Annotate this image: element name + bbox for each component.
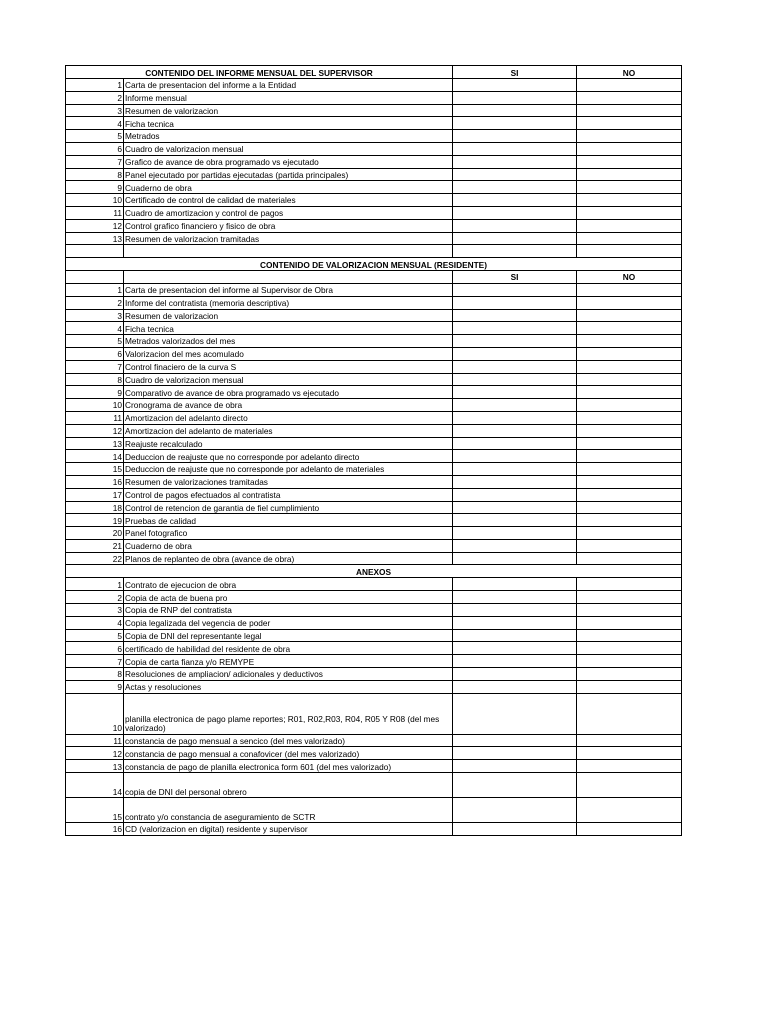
no-checkbox-cell[interactable] xyxy=(577,168,682,181)
si-checkbox-cell[interactable] xyxy=(453,463,577,476)
si-checkbox-cell[interactable] xyxy=(453,206,577,219)
table-row xyxy=(66,604,682,617)
table-row xyxy=(66,501,682,514)
item-number: 8 xyxy=(66,373,124,386)
item-number: 7 xyxy=(66,655,124,668)
si-checkbox-cell[interactable] xyxy=(453,104,577,117)
si-checkbox-cell[interactable] xyxy=(453,219,577,232)
table-row xyxy=(66,155,682,168)
table-row xyxy=(66,463,682,476)
no-checkbox-cell[interactable] xyxy=(577,155,682,168)
item-description: Grafico de avance de obra programado vs ejecutado xyxy=(124,155,453,168)
no-header: NO xyxy=(577,66,682,79)
table-row xyxy=(66,629,682,642)
si-checkbox-cell[interactable] xyxy=(453,501,577,514)
table-row xyxy=(66,373,682,386)
item-number: 6 xyxy=(66,642,124,655)
no-checkbox-cell[interactable] xyxy=(577,514,682,527)
table-row xyxy=(66,450,682,463)
item-number: 16 xyxy=(66,823,124,836)
item-description: Resumen de valorizacion xyxy=(124,104,453,117)
item-number: 16 xyxy=(66,475,124,488)
no-checkbox-cell[interactable] xyxy=(577,232,682,245)
item-number: 4 xyxy=(66,616,124,629)
no-checkbox-cell[interactable] xyxy=(577,642,682,655)
item-number: 1 xyxy=(66,79,124,92)
empty-cell xyxy=(577,245,682,258)
item-description: Cuadro de valorizacion mensual xyxy=(124,142,453,155)
table-row xyxy=(66,411,682,424)
item-description: Metrados xyxy=(124,130,453,143)
item-description: Panel ejecutado por partidas ejecutadas (partida principales) xyxy=(124,168,453,181)
item-description: constancia de pago mensual a conafovicer (del mes valorizado) xyxy=(124,747,453,760)
item-number: 11 xyxy=(66,411,124,424)
item-number: 4 xyxy=(66,117,124,130)
item-number: 11 xyxy=(66,206,124,219)
item-number: 20 xyxy=(66,527,124,540)
item-description: Contrato de ejecucion de obra xyxy=(124,578,453,591)
si-checkbox-cell[interactable] xyxy=(453,142,577,155)
si-checkbox-cell[interactable] xyxy=(453,760,577,773)
item-description: Carta de presentacion del informe al Supervisor de Obra xyxy=(124,283,453,296)
table-row xyxy=(66,335,682,348)
table-row xyxy=(66,91,682,104)
si-checkbox-cell[interactable] xyxy=(453,411,577,424)
si-checkbox-cell[interactable] xyxy=(453,283,577,296)
item-number: 9 xyxy=(66,181,124,194)
item-number: 9 xyxy=(66,386,124,399)
item-description: Metrados valorizados del mes xyxy=(124,335,453,348)
table-row xyxy=(66,194,682,207)
table-row xyxy=(66,616,682,629)
no-checkbox-cell[interactable] xyxy=(577,437,682,450)
si-checkbox-cell[interactable] xyxy=(453,629,577,642)
item-number: 8 xyxy=(66,168,124,181)
si-checkbox-cell[interactable] xyxy=(453,168,577,181)
item-number: 10 xyxy=(66,399,124,412)
item-description: Amortizacion del adelanto de materiales xyxy=(124,424,453,437)
si-checkbox-cell[interactable] xyxy=(453,399,577,412)
table-row xyxy=(66,322,682,335)
si-checkbox-cell[interactable] xyxy=(453,539,577,552)
item-number: 10 xyxy=(66,693,124,734)
table-row xyxy=(66,655,682,668)
item-number: 3 xyxy=(66,604,124,617)
si-checkbox-cell[interactable] xyxy=(453,747,577,760)
table-row xyxy=(66,424,682,437)
no-checkbox-cell[interactable] xyxy=(577,578,682,591)
item-number: 2 xyxy=(66,91,124,104)
table-row xyxy=(66,539,682,552)
item-description: Ficha tecnica xyxy=(124,117,453,130)
table-row xyxy=(66,142,682,155)
table-row xyxy=(66,219,682,232)
item-number: 11 xyxy=(66,734,124,747)
item-description: Deduccion de reajuste que no corresponde por adelanto de materiales xyxy=(124,463,453,476)
no-checkbox-cell[interactable] xyxy=(577,760,682,773)
item-number: 13 xyxy=(66,232,124,245)
si-checkbox-cell[interactable] xyxy=(453,79,577,92)
item-number: 6 xyxy=(66,347,124,360)
no-checkbox-cell[interactable] xyxy=(577,309,682,322)
no-checkbox-cell[interactable] xyxy=(577,798,682,823)
si-checkbox-cell[interactable] xyxy=(453,296,577,309)
table-row xyxy=(66,488,682,501)
si-header: SI xyxy=(453,66,577,79)
item-description: certificado de habilidad del residente de obra xyxy=(124,642,453,655)
si-checkbox-cell[interactable] xyxy=(453,668,577,681)
si-checkbox-cell[interactable] xyxy=(453,475,577,488)
item-number: 22 xyxy=(66,552,124,565)
no-checkbox-cell[interactable] xyxy=(577,693,682,734)
item-description: Copia de carta fianza y/o REMYPE xyxy=(124,655,453,668)
table-row xyxy=(66,680,682,693)
section1-title: CONTENIDO DEL INFORME MENSUAL DEL SUPERVISOR xyxy=(66,66,453,79)
item-description: Pruebas de calidad xyxy=(124,514,453,527)
table-row xyxy=(66,475,682,488)
table-row xyxy=(66,296,682,309)
item-description: Control grafico financiero y fisico de obra xyxy=(124,219,453,232)
table-row xyxy=(66,232,682,245)
si-checkbox-cell[interactable] xyxy=(453,616,577,629)
item-number: 2 xyxy=(66,591,124,604)
section3-header xyxy=(66,565,682,578)
no-checkbox-cell[interactable] xyxy=(577,219,682,232)
table-row xyxy=(66,206,682,219)
no-checkbox-cell[interactable] xyxy=(577,360,682,373)
item-description: CD (valorizacion en digital) residente y supervisor xyxy=(124,823,453,836)
table-row xyxy=(66,773,682,798)
item-description: Carta de presentacion del informe a la Entidad xyxy=(124,79,453,92)
si-checkbox-cell[interactable] xyxy=(453,386,577,399)
no-checkbox-cell[interactable] xyxy=(577,399,682,412)
item-description: constancia de pago de planilla electronica form 601 (del mes valorizado) xyxy=(124,760,453,773)
item-number: 21 xyxy=(66,539,124,552)
table-row xyxy=(66,760,682,773)
si-checkbox-cell[interactable] xyxy=(453,322,577,335)
si-checkbox-cell[interactable] xyxy=(453,437,577,450)
item-description: Reajuste recalculado xyxy=(124,437,453,450)
item-number: 12 xyxy=(66,747,124,760)
item-number: 13 xyxy=(66,437,124,450)
item-description: Comparativo de avance de obra programado vs ejecutado xyxy=(124,386,453,399)
item-number: 5 xyxy=(66,335,124,348)
item-number: 15 xyxy=(66,463,124,476)
table-row xyxy=(66,283,682,296)
item-description: Control finaciero de la curva S xyxy=(124,360,453,373)
no-checkbox-cell[interactable] xyxy=(577,773,682,798)
si-checkbox-cell[interactable] xyxy=(453,347,577,360)
item-number: 15 xyxy=(66,798,124,823)
item-description: Panel fotografico xyxy=(124,527,453,540)
no-checkbox-cell[interactable] xyxy=(577,130,682,143)
item-description: Control de pagos efectuados al contratista xyxy=(124,488,453,501)
si-checkbox-cell[interactable] xyxy=(453,360,577,373)
no-checkbox-cell[interactable] xyxy=(577,335,682,348)
si-checkbox-cell[interactable] xyxy=(453,591,577,604)
si-checkbox-cell[interactable] xyxy=(453,773,577,798)
item-description: Cronograma de avance de obra xyxy=(124,399,453,412)
table-row xyxy=(66,514,682,527)
item-description: Valorizacion del mes acomulado xyxy=(124,347,453,360)
no-checkbox-cell[interactable] xyxy=(577,91,682,104)
si-checkbox-cell[interactable] xyxy=(453,514,577,527)
item-number: 1 xyxy=(66,283,124,296)
item-description: Planos de replanteo de obra (avance de obra) xyxy=(124,552,453,565)
no-header: NO xyxy=(577,271,682,284)
si-checkbox-cell[interactable] xyxy=(453,450,577,463)
item-number: 18 xyxy=(66,501,124,514)
table-row xyxy=(66,527,682,540)
item-number: 3 xyxy=(66,309,124,322)
item-description: Copia de acta de buena pro xyxy=(124,591,453,604)
no-checkbox-cell[interactable] xyxy=(577,347,682,360)
no-checkbox-cell[interactable] xyxy=(577,322,682,335)
item-number: 12 xyxy=(66,219,124,232)
item-description: Resumen de valorizacion xyxy=(124,309,453,322)
si-checkbox-cell[interactable] xyxy=(453,823,577,836)
no-checkbox-cell[interactable] xyxy=(577,734,682,747)
item-description: Informe mensual xyxy=(124,91,453,104)
item-description: Informe del contratista (memoria descriptiva) xyxy=(124,296,453,309)
no-checkbox-cell[interactable] xyxy=(577,591,682,604)
no-checkbox-cell[interactable] xyxy=(577,181,682,194)
item-number: 7 xyxy=(66,155,124,168)
item-description: Resumen de valorizacion tramitadas xyxy=(124,232,453,245)
no-checkbox-cell[interactable] xyxy=(577,539,682,552)
table-row xyxy=(66,578,682,591)
item-number: 3 xyxy=(66,104,124,117)
item-number: 4 xyxy=(66,322,124,335)
item-number: 14 xyxy=(66,773,124,798)
item-number: 12 xyxy=(66,424,124,437)
no-checkbox-cell[interactable] xyxy=(577,296,682,309)
no-checkbox-cell[interactable] xyxy=(577,501,682,514)
table-row xyxy=(66,668,682,681)
no-checkbox-cell[interactable] xyxy=(577,604,682,617)
no-checkbox-cell[interactable] xyxy=(577,527,682,540)
table-row xyxy=(66,591,682,604)
no-checkbox-cell[interactable] xyxy=(577,386,682,399)
si-checkbox-cell[interactable] xyxy=(453,130,577,143)
si-checkbox-cell[interactable] xyxy=(453,155,577,168)
item-description: Cuaderno de obra xyxy=(124,539,453,552)
table-row xyxy=(66,309,682,322)
no-checkbox-cell[interactable] xyxy=(577,463,682,476)
item-description: Actas y resoluciones xyxy=(124,680,453,693)
checklist-body xyxy=(66,66,682,836)
table-row xyxy=(66,693,682,734)
no-checkbox-cell[interactable] xyxy=(577,424,682,437)
table-row xyxy=(66,360,682,373)
no-checkbox-cell[interactable] xyxy=(577,680,682,693)
table-row xyxy=(66,386,682,399)
si-checkbox-cell[interactable] xyxy=(453,232,577,245)
no-checkbox-cell[interactable] xyxy=(577,104,682,117)
item-number: 1 xyxy=(66,578,124,591)
spacer-row xyxy=(66,245,682,258)
table-row xyxy=(66,399,682,412)
item-number: 13 xyxy=(66,760,124,773)
item-description: Resoluciones de ampliacion/ adicionales y deductivos xyxy=(124,668,453,681)
no-checkbox-cell[interactable] xyxy=(577,655,682,668)
item-description: Certificado de control de calidad de materiales xyxy=(124,194,453,207)
no-checkbox-cell[interactable] xyxy=(577,79,682,92)
si-checkbox-cell[interactable] xyxy=(453,335,577,348)
si-checkbox-cell[interactable] xyxy=(453,527,577,540)
si-checkbox-cell[interactable] xyxy=(453,655,577,668)
item-description: Copia de DNI del representante legal xyxy=(124,629,453,642)
section1-header xyxy=(66,66,682,79)
item-description: Control de retencion de garantia de fiel cumplimiento xyxy=(124,501,453,514)
no-checkbox-cell[interactable] xyxy=(577,117,682,130)
no-checkbox-cell[interactable] xyxy=(577,552,682,565)
si-checkbox-cell[interactable] xyxy=(453,578,577,591)
si-checkbox-cell[interactable] xyxy=(453,680,577,693)
item-number: 14 xyxy=(66,450,124,463)
item-number: 2 xyxy=(66,296,124,309)
no-checkbox-cell[interactable] xyxy=(577,747,682,760)
item-number: 10 xyxy=(66,194,124,207)
item-description: Resumen de valorizaciones tramitadas xyxy=(124,475,453,488)
no-checkbox-cell[interactable] xyxy=(577,283,682,296)
item-description: Cuadro de amortizacion y control de pagos xyxy=(124,206,453,219)
item-description: Copia de RNP del contratista xyxy=(124,604,453,617)
table-row xyxy=(66,747,682,760)
no-checkbox-cell[interactable] xyxy=(577,411,682,424)
section2-header xyxy=(66,258,682,271)
si-checkbox-cell[interactable] xyxy=(453,642,577,655)
empty-cell xyxy=(66,245,124,258)
si-header: SI xyxy=(453,271,577,284)
table-row xyxy=(66,347,682,360)
table-row xyxy=(66,734,682,747)
item-number: 7 xyxy=(66,360,124,373)
section3-title: ANEXOS xyxy=(66,565,682,578)
si-checkbox-cell[interactable] xyxy=(453,424,577,437)
item-description: Ficha tecnica xyxy=(124,322,453,335)
table-row xyxy=(66,181,682,194)
table-row xyxy=(66,437,682,450)
item-description: Amortizacion del adelanto directo xyxy=(124,411,453,424)
item-description: Cuaderno de obra xyxy=(124,181,453,194)
section2-subheader xyxy=(66,271,682,284)
no-checkbox-cell[interactable] xyxy=(577,194,682,207)
no-checkbox-cell[interactable] xyxy=(577,823,682,836)
table-row xyxy=(66,642,682,655)
no-checkbox-cell[interactable] xyxy=(577,475,682,488)
table-row xyxy=(66,117,682,130)
si-checkbox-cell[interactable] xyxy=(453,798,577,823)
no-checkbox-cell[interactable] xyxy=(577,629,682,642)
empty-cell xyxy=(124,245,453,258)
table-row xyxy=(66,552,682,565)
item-description: Cuadro de valorizacion mensual xyxy=(124,373,453,386)
si-checkbox-cell[interactable] xyxy=(453,604,577,617)
table-row xyxy=(66,823,682,836)
si-checkbox-cell[interactable] xyxy=(453,693,577,734)
no-checkbox-cell[interactable] xyxy=(577,206,682,219)
table-row xyxy=(66,104,682,117)
item-number: 17 xyxy=(66,488,124,501)
no-checkbox-cell[interactable] xyxy=(577,616,682,629)
item-description: planilla electronica de pago plame reportes; R01, R02,R03, R04, R05 Y R08 (del mes valorizado) xyxy=(124,693,453,734)
empty-cell xyxy=(124,271,453,284)
no-checkbox-cell[interactable] xyxy=(577,488,682,501)
table-row xyxy=(66,798,682,823)
item-number: 6 xyxy=(66,142,124,155)
item-description: Copia legalizada del vegencia de poder xyxy=(124,616,453,629)
table-row xyxy=(66,130,682,143)
no-checkbox-cell[interactable] xyxy=(577,142,682,155)
si-checkbox-cell[interactable] xyxy=(453,117,577,130)
si-checkbox-cell[interactable] xyxy=(453,194,577,207)
item-number: 19 xyxy=(66,514,124,527)
item-number: 5 xyxy=(66,629,124,642)
item-description: copia de DNI del personal obrero xyxy=(124,773,453,798)
empty-cell xyxy=(453,245,577,258)
no-checkbox-cell[interactable] xyxy=(577,373,682,386)
no-checkbox-cell[interactable] xyxy=(577,668,682,681)
table-row xyxy=(66,168,682,181)
item-number: 9 xyxy=(66,680,124,693)
item-description: constancia de pago mensual a sencico (del mes valorizado) xyxy=(124,734,453,747)
empty-cell xyxy=(66,271,124,284)
si-checkbox-cell[interactable] xyxy=(453,488,577,501)
si-checkbox-cell[interactable] xyxy=(453,373,577,386)
si-checkbox-cell[interactable] xyxy=(453,734,577,747)
table-row xyxy=(66,79,682,92)
item-number: 5 xyxy=(66,130,124,143)
si-checkbox-cell[interactable] xyxy=(453,309,577,322)
item-description: contrato y/o constancia de aseguramiento de SCTR xyxy=(124,798,453,823)
si-checkbox-cell[interactable] xyxy=(453,91,577,104)
item-description: Deduccion de reajuste que no corresponde por adelanto directo xyxy=(124,450,453,463)
no-checkbox-cell[interactable] xyxy=(577,450,682,463)
section2-title: CONTENIDO DE VALORIZACION MENSUAL (RESIDENTE) xyxy=(66,258,682,271)
item-number: 8 xyxy=(66,668,124,681)
checklist-table xyxy=(65,65,682,836)
si-checkbox-cell[interactable] xyxy=(453,181,577,194)
si-checkbox-cell[interactable] xyxy=(453,552,577,565)
